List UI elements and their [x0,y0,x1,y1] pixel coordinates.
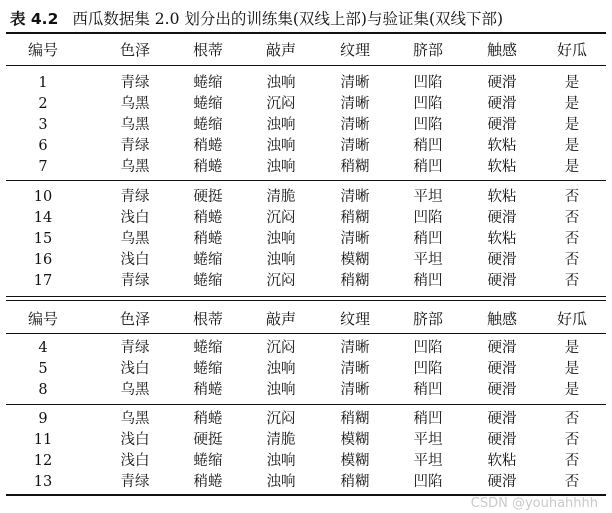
table-cell: 稍凹 [413,138,443,154]
table-cell: 是 [564,138,580,154]
column-header: 脐部 [412,41,444,59]
table-cell: 否 [564,453,580,469]
top-rule [6,32,606,34]
table-cell: 是 [564,159,580,175]
column-header: 色泽 [119,41,151,59]
table-cell: 硬滑 [487,96,517,112]
table-cell: 软粘 [487,159,517,175]
table-cell: 蜷缩 [193,75,223,91]
table-cell: 清晰 [340,231,370,247]
table-cell: 凹陷 [413,75,443,91]
table-row [6,409,606,430]
table-cell: 青绿 [120,189,150,205]
table-cell: 是 [564,382,580,398]
table-row [6,94,606,115]
table-cell: 硬滑 [487,361,517,377]
table-row [6,380,606,401]
table-row [6,271,606,292]
table-cell: 乌黑 [120,231,150,247]
table-title: 西瓜数据集 2.0 划分出的训练集(双线上部)与验证集(双线下部) [72,10,504,28]
table-cell: 凹陷 [413,340,443,356]
table-cell: 稍糊 [340,210,370,226]
column-header: 编号 [27,41,59,59]
table-cell: 蜷缩 [193,361,223,377]
table-cell: 蜷缩 [193,96,223,112]
header-rule-training [6,65,606,66]
table-cell: 蜷缩 [193,453,223,469]
table-cell: 清晰 [340,117,370,133]
table-cell: 沉闷 [266,411,296,427]
table-cell: 14 [33,210,53,226]
table-cell: 硬滑 [487,273,517,289]
table-cell: 沉闷 [266,96,296,112]
table-cell: 清脆 [266,189,296,205]
table-row [6,73,606,94]
table-cell: 硬挺 [193,189,223,205]
table-cell: 沉闷 [266,210,296,226]
header-rule-validation [6,333,606,334]
column-header: 根蒂 [192,310,224,328]
table-row [6,115,606,136]
table-cell: 浊响 [266,252,296,268]
table-cell: 稍蜷 [193,382,223,398]
table-cell: 蜷缩 [193,273,223,289]
table-cell: 蜷缩 [193,340,223,356]
table-cell: 凹陷 [413,117,443,133]
table-cell: 6 [38,138,48,154]
table-cell: 稍蜷 [193,474,223,490]
table-cell: 稍蜷 [193,411,223,427]
group-rule-validation [6,404,606,405]
table-cell: 蜷缩 [193,117,223,133]
table-row [6,208,606,229]
table-cell: 13 [33,474,53,490]
table-cell: 稍蜷 [193,231,223,247]
table-row [6,136,606,157]
table-cell: 模糊 [340,252,370,268]
watermark: CSDN @youhahhhh [470,496,598,511]
table-cell: 否 [564,252,580,268]
column-header: 触感 [486,41,518,59]
column-header: 色泽 [119,310,151,328]
table-cell: 浊响 [266,453,296,469]
column-header: 根蒂 [192,41,224,59]
table-cell: 浊响 [266,474,296,490]
table-cell: 硬滑 [487,340,517,356]
table-cell: 清晰 [340,138,370,154]
table-cell: 7 [38,159,48,175]
column-header: 纹理 [339,41,371,59]
table-cell: 青绿 [120,474,150,490]
table-cell: 平坦 [413,432,443,448]
table-cell: 模糊 [340,432,370,448]
table-cell: 浊响 [266,382,296,398]
table-cell: 软粘 [487,231,517,247]
column-header: 脐部 [412,310,444,328]
table-cell: 否 [564,231,580,247]
table-cell: 蜷缩 [193,252,223,268]
table-cell: 稍糊 [340,273,370,289]
table-cell: 乌黑 [120,411,150,427]
table-cell: 乌黑 [120,96,150,112]
table-cell: 稍糊 [340,411,370,427]
table-cell: 硬滑 [487,432,517,448]
table-cell: 清晰 [340,340,370,356]
table-cell: 稍糊 [340,159,370,175]
header-row-validation [6,305,606,333]
table-cell: 稍凹 [413,382,443,398]
table-cell: 浅白 [120,361,150,377]
table-cell: 乌黑 [120,159,150,175]
table-cell: 清晰 [340,189,370,205]
column-header: 触感 [486,310,518,328]
table-cell: 浅白 [120,453,150,469]
table-cell: 稍糊 [340,474,370,490]
table-cell: 是 [564,96,580,112]
table-cell: 16 [33,252,53,268]
table-cell: 硬滑 [487,474,517,490]
table-cell: 否 [564,474,580,490]
table-cell: 平坦 [413,252,443,268]
table-cell: 凹陷 [413,210,443,226]
table-cell: 浊响 [266,75,296,91]
table-cell: 清晰 [340,96,370,112]
table-cell: 硬滑 [487,411,517,427]
column-header: 纹理 [339,310,371,328]
table-cell: 沉闷 [266,273,296,289]
table-cell: 青绿 [120,340,150,356]
table-cell: 青绿 [120,273,150,289]
table-cell: 硬滑 [487,117,517,133]
table-cell: 青绿 [120,75,150,91]
table-cell: 稍凹 [413,411,443,427]
table-cell: 硬滑 [487,382,517,398]
table-cell: 清晰 [340,361,370,377]
table-caption [10,6,610,32]
table-cell: 凹陷 [413,474,443,490]
table-cell: 是 [564,117,580,133]
table-cell: 青绿 [120,138,150,154]
table-cell: 软粘 [487,453,517,469]
table-cell: 模糊 [340,453,370,469]
group-rule-training [6,180,606,181]
column-header: 编号 [27,310,59,328]
double-rule-upper [6,296,606,297]
table-cell: 5 [38,361,48,377]
table-cell: 浅白 [120,252,150,268]
column-header: 敲声 [265,310,297,328]
table-cell: 平坦 [413,453,443,469]
table-cell: 软粘 [487,189,517,205]
table-cell: 平坦 [413,189,443,205]
table-cell: 稍蜷 [193,159,223,175]
table-cell: 是 [564,75,580,91]
table-row [6,472,606,493]
table-cell: 2 [38,96,48,112]
table-cell: 否 [564,273,580,289]
column-header: 好瓜 [556,41,588,59]
table-cell: 3 [38,117,48,133]
double-rule-lower [6,300,606,301]
table-cell: 凹陷 [413,96,443,112]
table-cell: 是 [564,340,580,356]
table-cell: 乌黑 [120,382,150,398]
table-cell: 乌黑 [120,117,150,133]
column-header: 敲声 [265,41,297,59]
table-cell: 稍凹 [413,231,443,247]
table-cell: 否 [564,210,580,226]
table-row [6,451,606,472]
table-cell: 沉闷 [266,340,296,356]
table-cell: 浊响 [266,117,296,133]
table-cell: 硬挺 [193,432,223,448]
table-cell: 浊响 [266,138,296,154]
table-cell: 浊响 [266,361,296,377]
table-row [6,338,606,359]
table-cell: 硬滑 [487,210,517,226]
table-cell: 软粘 [487,138,517,154]
table-cell: 浅白 [120,432,150,448]
table-cell: 凹陷 [413,361,443,377]
table-cell: 17 [33,273,53,289]
table-cell: 8 [38,382,48,398]
table-cell: 硬滑 [487,75,517,91]
column-header: 好瓜 [556,310,588,328]
table-cell: 稍蜷 [193,138,223,154]
table-cell: 清脆 [266,432,296,448]
table-cell: 10 [33,189,53,205]
table-cell: 浅白 [120,210,150,226]
table-number: 表 4.2 [10,10,59,28]
table-row [6,430,606,451]
table-cell: 稍凹 [413,273,443,289]
table-row [6,359,606,380]
table-cell: 否 [564,432,580,448]
table-cell: 浊响 [266,231,296,247]
table-row [6,250,606,271]
table-row [6,157,606,178]
table-cell: 是 [564,361,580,377]
table-cell: 清晰 [340,75,370,91]
table-cell: 15 [33,231,53,247]
table-cell: 9 [38,411,48,427]
table-cell: 否 [564,189,580,205]
table-cell: 11 [33,432,53,448]
table-cell: 12 [33,453,53,469]
table-row [6,187,606,208]
table-cell: 稍凹 [413,159,443,175]
table-cell: 4 [38,340,48,356]
header-row-training [6,36,606,64]
table-cell: 稍蜷 [193,210,223,226]
table-cell: 浊响 [266,159,296,175]
table-cell: 清晰 [340,382,370,398]
table-cell: 1 [38,75,48,91]
table-cell: 否 [564,411,580,427]
table-row [6,229,606,250]
table-cell: 硬滑 [487,252,517,268]
